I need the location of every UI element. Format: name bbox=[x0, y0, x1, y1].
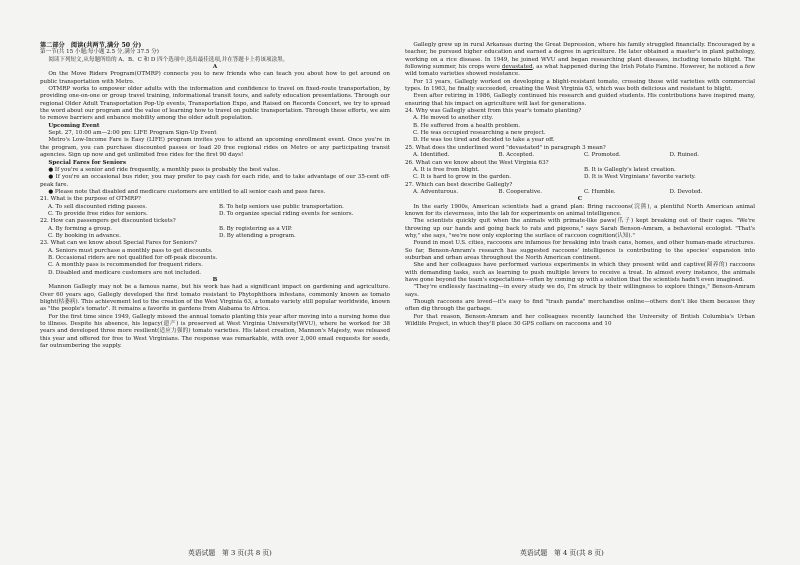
page-footer-left: 英语试题 第 3 页(共 8 页) bbox=[188, 549, 272, 557]
passage-c-paragraph: Found in most U.S. cities, raccoons are infamous for breaking into trash cans, homes, and other human-made structures. So far, Benson-Amram's research has suggested raccoons' intelligence is contributing to the species' expansion into suburban and urban areas throughout the North American continent. bbox=[405, 240, 755, 261]
passage-c-paragraph: For that reason, Benson-Amram and her colleagues recently launched the University of British Columbia's Urban Wildlife Project, in which they'll place 30 GPS collars on raccoons and 10 bbox=[405, 313, 755, 328]
sub-title: 第一节(共 15 小题;每小题 2.5 分,满分 37.5 分) bbox=[40, 49, 159, 56]
passage-b-paragraph: Mannon Gallegly may not be a famous name, but his work has had a significant impact on gardening and agriculture. Over 60 years ago, Gallegly developed the first tomato resistant to Phytophthora infestans, commonly known as tomato blight(枯萎病). This achievement led to the creation of the West Virginia 63, a tomato variety still popular worldwide, known as "the people's tomato". It remains a favorite in gardens from Alabama to Africa. bbox=[40, 284, 390, 313]
option: B. He suffered from a health problem. bbox=[413, 122, 521, 129]
options-27 bbox=[405, 189, 755, 196]
text-span: , as what happened during the Irish Potato Famine. However, he noticed a few wild tomato varieties showed resistance. bbox=[405, 64, 755, 78]
option: A. By forming a group. bbox=[48, 225, 112, 232]
option: B. It is Gallegly's latest creation. bbox=[584, 166, 676, 173]
passage-b-paragraph bbox=[405, 42, 755, 79]
option: C. He was occupied researching a new project. bbox=[413, 130, 546, 137]
passage-c-paragraph: "They're endlessly fascinating—in every study we do, I'm struck by their willingness to explore things," Benson-Amram says. bbox=[405, 284, 755, 298]
option: A. Adventurous. bbox=[413, 188, 459, 195]
special-fares-heading: Special Fares for Seniors bbox=[48, 159, 126, 166]
bullet-item: ● If you're an occasional bus rider, you may prefer to pay cash for each ride, and to take advantage of our 35-cent off-peak fare. bbox=[40, 174, 390, 188]
passage-b-label: B bbox=[212, 277, 218, 283]
options-21-row2 bbox=[40, 211, 390, 218]
option: C. Promoted. bbox=[584, 152, 621, 159]
options-21-row1 bbox=[40, 204, 390, 211]
instructions: 阅读下列短文,从每题所给的 A、B、C 和 D 四个选项中,选出最佳选项,并在答题卡上将该项涂黑。 bbox=[48, 56, 289, 63]
question-26: 26. What can we know about the West Virginia 63? bbox=[405, 159, 549, 166]
option: D. To organize special riding events for seniors. bbox=[219, 210, 354, 217]
passage-c-paragraph: Though raccoons are loved—it's easy to find "trash panda" merchandise online—others don't like them because they often dig through the garbage. bbox=[405, 299, 755, 313]
option: D. By attending a program. bbox=[219, 232, 296, 239]
option: C. By booking in advance. bbox=[48, 232, 121, 239]
section-title: 第二部分 阅读(共两节,满分 50 分) bbox=[40, 42, 142, 49]
bullet-item: ● If you're a senior and ride frequently, a monthly pass is probably the best value. bbox=[48, 166, 280, 173]
option: B. By registering as a VIP. bbox=[219, 225, 293, 232]
underlined-word: devastated bbox=[501, 64, 533, 71]
passage-a-paragraph: OTMRP works to empower older adults with the information and confidence to travel on fixed-route transportation, by providing one-on-one or group travel training, informational transit tours, and safety education presentations. Through our regional Older Adult Transportation Pop-Up events, Transportation Expo, and Raised on Records Concert, we try to spread the word about our program and the value of learning how to travel on public transportation. Through these efforts, we aim to remove barriers and enhance mobility among the older adult population. bbox=[40, 86, 390, 122]
options-25 bbox=[405, 152, 755, 159]
passage-b-paragraph: Even after retiring in 1986, Gallegly continued his research and guided students. His contributions have inspired many, ensuring that his impact on agriculture will last for generations. bbox=[405, 93, 755, 107]
option: A. Seniors must purchase a monthly pass to get discounts. bbox=[48, 247, 213, 254]
page-footer-right: 英语试题 第 4 页(共 8 页) bbox=[520, 549, 604, 557]
option: D. It is West Virginians' favorite variety. bbox=[584, 174, 696, 181]
options-22-row2 bbox=[40, 233, 390, 240]
question-25: 25. What does the underlined word "devastated" in paragraph 3 mean? bbox=[405, 144, 606, 151]
option: D. Ruined. bbox=[669, 152, 699, 159]
option: B. Accepted. bbox=[498, 152, 534, 159]
options-26-row2 bbox=[405, 174, 755, 181]
upcoming-event-line: Sept. 27, 10:00 am—2:00 pm: LIFE Program Sign-Up Event bbox=[48, 130, 217, 137]
option: C. Humble. bbox=[584, 188, 616, 195]
option: B. To help seniors use public transportation. bbox=[219, 203, 344, 210]
passage-a-paragraph: On the Move Riders Program(OTMRP) connects you to new friends who can teach you about how to get around on public transportation with Metro. bbox=[40, 71, 390, 85]
passage-c-label: C bbox=[577, 196, 583, 203]
option: D. Disabled and medicare customers are not included. bbox=[48, 269, 201, 276]
passage-c-paragraph: The scientists quickly quit when the animals with primate-like paws(爪子) kept breaking out of their cages. "We're throwing up our hands and going back to rats and pigeons," says Sarah Benson-Amram, a behavioral ecologist. "That's why," she says, "we're now only exploring the surface of raccoon cognition(认知)." bbox=[405, 218, 755, 239]
right-column bbox=[405, 42, 755, 328]
passage-a-label: A bbox=[212, 64, 218, 71]
question-24: 24. Why was Gallegly absent from this year's tomato planting? bbox=[405, 108, 582, 115]
option: D. Devoted. bbox=[669, 188, 703, 195]
passage-b-paragraph: For 13 years, Gallegly worked on developing a blight-resistant tomato, crossing those wild varieties with commercial types. In 1963, he finally succeeded, creating the West Virginia 63, which was both delicious and resistant to blight. bbox=[405, 78, 755, 93]
option: D. He was too tired and decided to take a year off. bbox=[413, 137, 555, 144]
bullet-item: ● Please note that disabled and medicare customers are entitled to all senior cash and pass fares. bbox=[48, 188, 326, 195]
option: A. Identified. bbox=[413, 152, 450, 159]
options-26-row1 bbox=[405, 167, 755, 174]
upcoming-event-heading: Upcoming Event bbox=[48, 122, 100, 129]
passage-c-paragraph: In the early 1900s, American scientists had a grand plan: Bring raccoons(浣熊), a plentiful North American animal known for its cleverness, into the lab for experiments on animal intelligence. bbox=[405, 203, 755, 217]
option: A. It is free from blight. bbox=[413, 166, 480, 173]
left-column bbox=[40, 42, 390, 350]
passage-b-paragraph: For the first time since 1949, Gallegly missed the annual tomato planting this year after moving into a nursing home due to illness. Despite his absence, his legacy(遗产) is preserved at West Virginia University(WVU), where he worked for 38 years and developed three more resilient(适应力强的) tomato varieties. His latest creation, Mannon's Majesty, was released this year and offered for free to West Virginians. The response was remarkable, with over 2,000 email requests for seeds, far outnumbering the supply. bbox=[40, 313, 390, 350]
text-span: Gallegly grew up in rural Arkansas during the Great Depression, where his family struggled financially. Encouraged by a teacher, he pursued higher education and earned a degree in agriculture. He later obtained a master's in plant pathology, working on a rice disease. In 1949, he joined WVU and began researching plant diseases, including tomato blight. The following summer, his crops were bbox=[405, 42, 755, 71]
option: B. Cooperative. bbox=[498, 188, 543, 195]
question-21: 21. What is the purpose of OTMRP? bbox=[40, 196, 141, 203]
question-27: 27. Which can best describe Gallegly? bbox=[405, 181, 513, 188]
option: A. He moved to another city. bbox=[413, 115, 494, 122]
upcoming-event-body: Metro's Low-Income Fare is Easy (LIFE) program invites you to attend an upcoming enrollment event. Once you're in the program, you can purchase discounted passes or load 20 free regional rides on Metro or any participating transit agencies. Sign up now and get unlimited free rides for the first 90 days! bbox=[40, 137, 390, 159]
question-22: 22. How can passengers get discounted tickets? bbox=[40, 218, 176, 225]
question-23: 23. What can we know about Special Fares for Seniors? bbox=[40, 240, 197, 247]
option: C. It is hard to grow in the garden. bbox=[413, 174, 512, 181]
option: C. To provide free rides for seniors. bbox=[48, 210, 148, 217]
passage-c-paragraph: She and her colleagues have performed various experiments in which they present wild and captive(圈养的) raccoons with demanding tasks, such as learning to push multiple levers to receive a treat. In almost every instance, the animals have gone beyond the team's expectations—often by coming up with a solution that the scientists hadn't even imagined. bbox=[405, 262, 755, 283]
option: A. To sell discounted riding passes. bbox=[48, 203, 148, 210]
option: B. Occasional riders are not qualified for off-peak discounts. bbox=[48, 254, 218, 261]
options-22-row1 bbox=[40, 226, 390, 233]
option: C. A monthly pass is recommended for frequent riders. bbox=[48, 262, 203, 269]
